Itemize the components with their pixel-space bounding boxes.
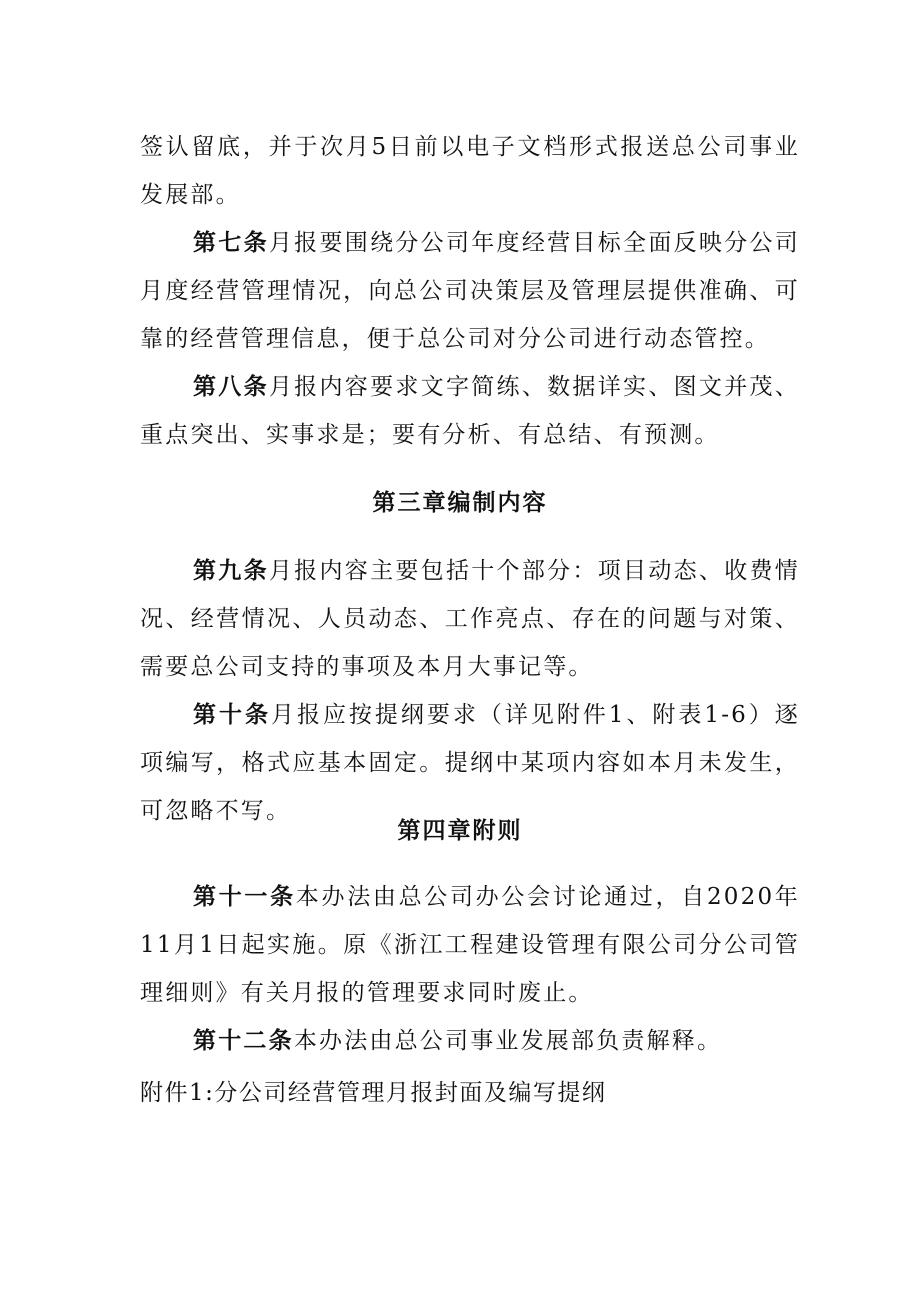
article-12-label: 第十二条: [193, 1027, 294, 1054]
article-8: [140, 363, 800, 459]
article-10-text: 月报应按提纲要求（详见附件1、附表1-6）逐项编写，格式应基本固定。提纲中某项内容如本月未发生，可忽略不写。: [140, 702, 800, 824]
article-11-text: 本办法由总公司办公会讨论通过，自2020年11月1日起实施。原《浙江工程建设管理有限公司分公司管理细则》有关月报的管理要求同时废止。: [140, 884, 800, 1006]
article-9-label: 第九条: [193, 557, 269, 584]
article-7-label: 第七条: [193, 229, 269, 256]
article-12: [140, 1017, 800, 1065]
paragraph-continuation: 签认留底，并于次月5日前以电子文档形式报送总公司事业发展部。: [140, 134, 800, 208]
attachment-note: 附件1:分公司经营管理月报封面及编写提纲: [140, 1080, 607, 1106]
article-11: [140, 873, 800, 1017]
article-10-label: 第十条: [193, 701, 271, 728]
article-9-text: 月报内容主要包括十个部分：项目动态、收费情况、经营情况、人员动态、工作亮点、存在的问题与对策、需要总公司支持的事项及本月大事记等。: [140, 558, 800, 680]
chapter-3-heading: 第三章编制内容: [372, 489, 548, 516]
article-8-label: 第八条: [193, 373, 269, 400]
chapter-4-heading: 第四章附则: [397, 817, 523, 844]
article-12-text: 本办法由总公司事业发展部负责解释。: [293, 1028, 723, 1054]
article-9: [140, 547, 800, 691]
article-10: [140, 691, 800, 835]
article-11-label: 第十一条: [193, 883, 296, 910]
article-7-text: 月报要围绕分公司年度经营目标全面反映分公司月度经营管理情况，向总公司决策层及管理层提供准确、可靠的经营管理信息，便于总公司对分公司进行动态管控。: [140, 230, 800, 352]
article-8-text: 月报内容要求文字简练、数据详实、图文并茂、重点突出、实事求是；要有分析、有总结、有预测。: [140, 374, 800, 448]
article-7: [140, 219, 800, 363]
